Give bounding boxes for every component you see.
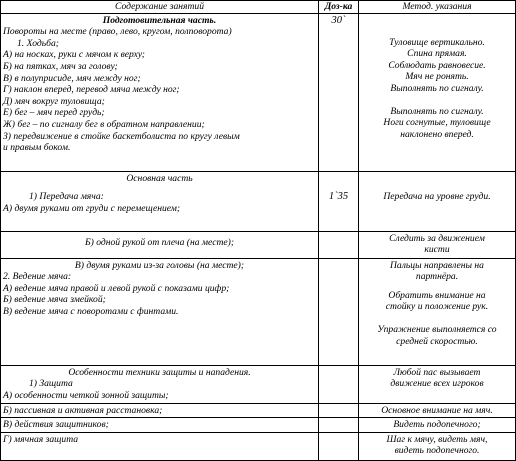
row-v-method-text: Обратить внимание на [388,289,486,301]
row-defenders [1,418,516,433]
prep-item: и правым боком. [3,142,71,154]
row-passive-dose [319,403,359,418]
row-v-item: Б) ведение мяча змейкой; [3,294,106,306]
row-v-dose [319,258,359,365]
main-content [1,171,319,231]
row-v-title: В) двумя руками из-за головы (на месте); [74,259,245,271]
row-ball-defense [1,432,516,460]
defense-item-a: А) особенности четкой зонной защиты; [3,389,169,401]
prep-item: В) в полуприсиде, мяч между ног; [3,72,141,84]
main-row [1,171,516,231]
row-defenders-dose [319,418,359,433]
row-b-method-text: кисти [424,244,450,256]
header-method: Метод. указания [359,1,516,14]
row-ball-method-text: Шаг к мячу, видеть мяч, [386,433,488,445]
main-passing-a: А) двумя руками от груди с перемещением; [3,202,181,214]
row-ball-method-text: видеть подопечного. [394,445,480,457]
prep-methods [359,13,516,171]
row-defenders-content: В) действия защитников; [1,418,319,433]
header-content: Содержание занятий [1,1,319,14]
row-v-method [359,258,516,365]
row-passive-content: Б) пассивная и активная расстановка; [1,403,319,418]
row-v-method-text: Пальцы направлены на [390,259,484,271]
row-b-content [1,231,319,258]
defense-row [1,365,516,403]
row-v-method-text: средней скоростью. [396,335,478,347]
row-b [1,231,516,258]
defense-dose [319,365,359,403]
defense-subtitle: 1) Защита [29,378,73,390]
defense-content [1,365,319,403]
row-passive [1,403,516,418]
main-passing: 1) Передача мяча: [29,191,104,203]
prep-item: З) передвижение в стойке баскетболиста по кругу левым [3,130,240,142]
row-v-method-text: Упражнение выполняется со [377,323,497,335]
row-ball-content: Г) мячная защита [1,432,319,460]
prep-item: Б) на пятках, мяч за голову; [3,60,118,72]
row-v-dribbling: 2. Ведение мяча: [3,271,72,283]
row-passive-method: Основное внимание на мяч. [359,403,516,418]
defense-method-text: движение всех игроков [390,378,484,390]
header-dose: Доз-ка [319,1,359,14]
row-v [1,258,516,365]
defense-title: Особенности техники защиты и нападения. [68,366,251,378]
main-title: Основная часть [126,172,193,184]
row-v-item: А) ведение мяча правой и левой рукой с показами цифр; [3,282,230,294]
prep-walking: 1. Ходьба; [17,37,59,49]
prep-method: наклонено вперед. [400,128,474,140]
row-ball-dose [319,432,359,460]
prep-method: Соблюдать равновесие. [388,59,486,71]
prep-row [1,13,516,171]
main-dose-value: 1`35 [328,190,349,202]
row-defenders-method: Видеть подопечного; [359,418,516,433]
row-b-text: Б) одной рукой от плеча (на месте); [84,236,235,248]
prep-title: Подготовительная часть. [102,14,217,26]
prep-method: Туловище вертикально. [389,36,485,48]
main-dose [319,171,359,231]
row-v-method-text: партнёра. [415,271,459,283]
prep-item: Ж) бег – по сигналу бег в обратном направлении; [3,118,205,130]
prep-method: Выполнять по сигналу. [390,82,484,94]
prep-item: Д) мяч вокруг туловища; [3,95,105,107]
row-v-item: В) ведение мяча с поворотами с финтами. [3,305,179,317]
prep-method: Мяч не ронять. [405,71,469,83]
prep-method: Выполнять по сигналу. [390,105,484,117]
prep-item: Г) наклон вперед, перевод мяча между ног; [3,84,180,96]
prep-item: Е) бег – мяч перед грудь; [3,107,105,119]
prep-method: Спина прямая. [407,48,467,60]
row-b-method [359,231,516,258]
prep-dose: 30` [319,13,359,171]
prep-item: А) на носках, руки с мячом к верху; [3,49,145,61]
row-v-method-text: стойку и положение рук. [385,301,489,313]
defense-method [359,365,516,403]
row-v-content [1,258,319,365]
main-method [359,171,516,231]
main-method-text: Передача на уровне груди. [383,190,491,202]
row-ball-method [359,432,516,460]
defense-method-text: Любой пас вызывает [393,366,481,378]
prep-method: Ноги согнутые, туловище [383,117,491,129]
row-b-method-text: Следить за движением [389,232,485,244]
prep-turns: Повороты на месте (право, лево, кругом, полповорота) [3,26,232,38]
row-b-dose [319,231,359,258]
prep-content [1,13,319,171]
header-row [1,1,516,14]
